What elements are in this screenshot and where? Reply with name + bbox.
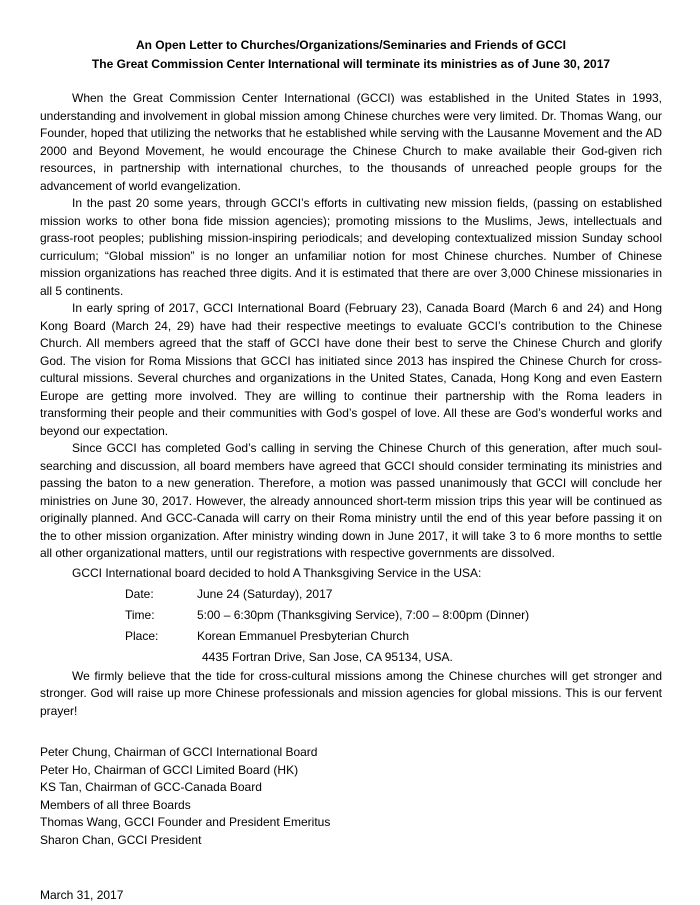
title-line-1: An Open Letter to Churches/Organizations/Seminaries and Friends of GCCI: [135, 38, 567, 52]
paragraph-termination-decision: Since GCCI has completed God’s calling in serving the Chinese Church of this generation, after much soul-searching and discussion, all board members have agreed that GCCI should consider terminating its ministries and passing the baton to a new generation. Therefore, a motion was passed unanimously that GCCI will conclude her ministries on June 30, 2017. However, the already announced short-term mission trips this year will be continued as originally planned. And GCC-Canada will carry on their Roma ministry until the end of this year before passing it on the to other mission organization. After ministry winding down in June 2017, it will take 3 to 6 more months to settle all other organizational matters, until our registrations with respective governments are dissolved.: [40, 441, 662, 560]
event-time-row: [40, 605, 662, 626]
event-address-row: [40, 647, 662, 668]
event-details: [40, 584, 662, 668]
letter-sent-date: March 31, 2017: [40, 888, 124, 902]
paragraph-accomplishments: In the past 20 some years, through GCCI’s efforts in cultivating new mission fields, (passing on established mission works to other bona fide mission agencies); promoting missions to the Muslims, Jews, intellectuals and grass-root peoples; publishing mission-inspiring periodicals; and developing contextualized mission Sunday school curriculum; “Global mission” is no longer an unfamiliar notion for most Chinese churches. Number of Chinese mission organizations has reached three digits. And it is estimated that there are over 3,000 Chinese missionaries in all 5 continents.: [40, 196, 662, 298]
event-date-value: June 24 (Saturday), 2017: [197, 586, 333, 601]
signature-board-members: Members of all three Boards: [40, 797, 191, 812]
signature-ks-tan: KS Tan, Chairman of GCC-Canada Board: [40, 780, 262, 794]
signature-peter-ho: Peter Ho, Chairman of GCCI Limited Board (HK): [40, 762, 299, 777]
paragraph-founding: When the Great Commission Center International (GCCI) was established in the United States in 1993, understanding and involvement in global mission among Chinese churches were very limited. Dr. Thomas Wang, our Founder, hoped that utilizing the networks that he established while serving with the Lausanne Movement and the AD 2000 and Beyond Movement, he would encourage the Chinese Church to make available their God-given rich resources, in partnership with international churches, to the thousands of unreached people groups for the advancement of world evangelization.: [40, 91, 662, 193]
title-line-2: The Great Commission Center International will terminate its ministries as of June 30, 2017: [91, 57, 611, 71]
paragraph-board-meetings: In early spring of 2017, GCCI International Board (February 23), Canada Board (March 6 and 24) and Hong Kong Board (March 24, 29) have had their respective meetings to evaluate GCCI’s contribution to the Chinese Church. All members agreed that the staff of GCCI have done their best to serve the Chinese Church and glorify God. The vision for Roma Missions that GCCI has initiated since 2013 has inspired the Chinese Church for cross-cultural missions. Several churches and organizations in the United States, Canada, Hong Kong and even Eastern Europe are getting more involved. They are willing to continue their partnership with the Roma leaders in transforming their people and their communities with God’s gospel of love. All these are God’s wonderful works and beyond our expectation.: [40, 301, 662, 438]
event-date-label: Date:: [125, 586, 154, 601]
signature-sharon-chan: Sharon Chan, GCCI President: [40, 832, 202, 847]
event-place-value: Korean Emmanuel Presbyterian Church: [197, 628, 410, 643]
event-address-spacer: [125, 647, 197, 668]
signature-block: [40, 744, 662, 849]
event-place-label: Place:: [125, 628, 159, 643]
signature-thomas-wang: Thomas Wang, GCCI Founder and President Emeritus: [40, 815, 331, 829]
event-date-row: [40, 584, 662, 605]
thanksgiving-service-announcement: GCCI International board decided to hold A Thanksgiving Service in the USA:: [72, 565, 482, 580]
letter-title: [40, 36, 662, 74]
event-address-value: 4435 Fortran Drive, San Jose, CA 95134, USA.: [202, 649, 453, 664]
event-place-row: [40, 626, 662, 647]
signature-peter-chung: Peter Chung, Chairman of GCCI International Board: [40, 745, 318, 759]
paragraph-closing: We firmly believe that the tide for cross-cultural missions among the Chinese churches will get stronger and stronger. God will raise up more Chinese professionals and mission agencies for global missions. This is our fervent prayer!: [40, 668, 662, 718]
event-time-label: Time:: [125, 607, 155, 622]
event-time-value: 5:00 – 6:30pm (Thanksgiving Service), 7:00 – 8:00pm (Dinner): [197, 607, 530, 622]
